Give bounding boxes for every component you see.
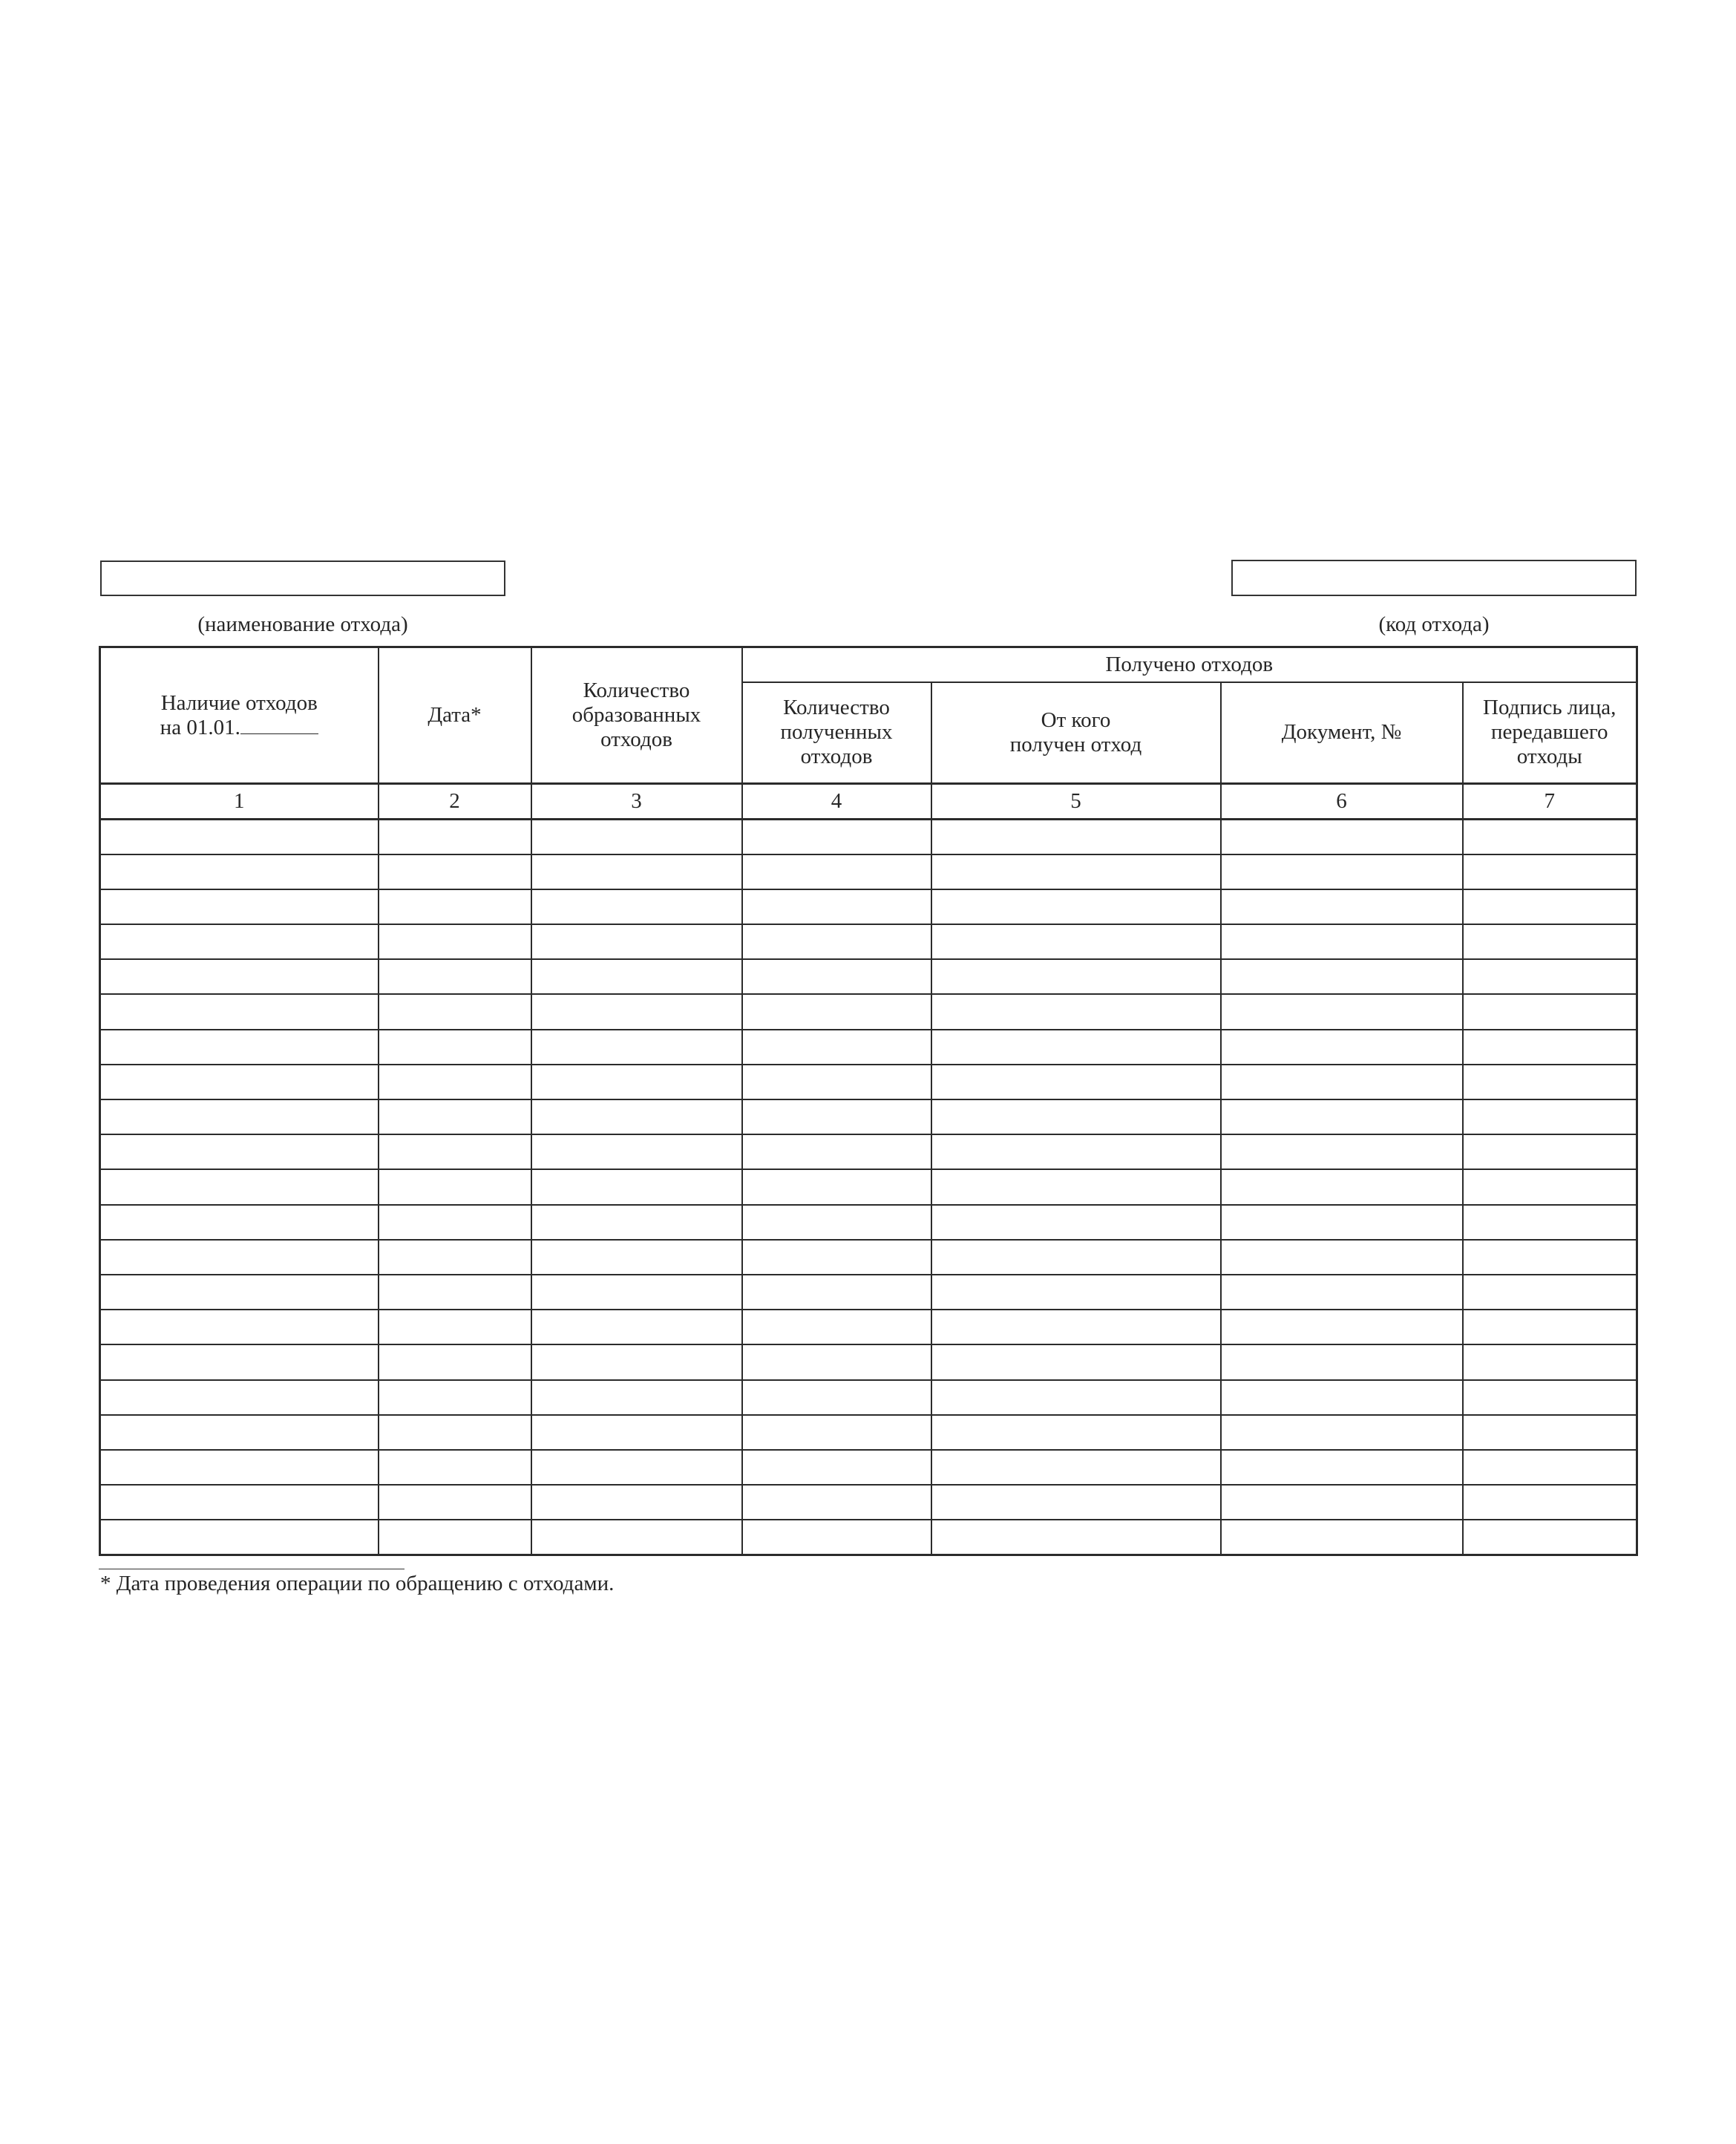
- table-cell-col-6[interactable]: [1221, 1275, 1463, 1310]
- table-cell-col-5[interactable]: [931, 889, 1221, 924]
- table-cell-col-4[interactable]: [742, 1485, 931, 1520]
- table-cell-col-2[interactable]: [379, 1485, 531, 1520]
- table-cell-col-5[interactable]: [931, 1134, 1221, 1169]
- table-cell-col-5[interactable]: [931, 1485, 1221, 1520]
- table-cell-col-3[interactable]: [531, 1240, 742, 1275]
- column-number-row: [100, 784, 1637, 820]
- table-cell-col-7[interactable]: [1463, 1099, 1637, 1134]
- table-row: [100, 924, 1637, 959]
- table-cell-col-5[interactable]: [931, 1344, 1221, 1379]
- column-header-7-line-1: Подпись лица,: [1483, 696, 1617, 720]
- table-cell-col-7[interactable]: [1463, 1030, 1637, 1065]
- table-cell-col-5[interactable]: [931, 1240, 1221, 1275]
- table-cell-col-4[interactable]: [742, 820, 931, 854]
- table-cell-col-4[interactable]: [742, 1415, 931, 1450]
- column-header-7: [1463, 682, 1637, 784]
- table-cell-col-3[interactable]: [531, 1065, 742, 1099]
- column-header-5: [931, 682, 1221, 784]
- table-cell-col-5[interactable]: [931, 1415, 1221, 1450]
- table-cell-col-4[interactable]: [742, 1344, 931, 1379]
- table-cell-col-7[interactable]: [1463, 959, 1637, 994]
- table-cell-col-1[interactable]: [100, 1240, 379, 1275]
- column-header-7-line-3: отходы: [1516, 745, 1582, 769]
- table-cell-col-5[interactable]: [931, 820, 1221, 854]
- table-cell-col-3[interactable]: [531, 924, 742, 959]
- table-cell-col-1[interactable]: [100, 1065, 379, 1099]
- waste-code-label: (код отхода): [1378, 612, 1490, 636]
- table-cell-col-1[interactable]: [100, 1030, 379, 1065]
- table-cell-col-7[interactable]: [1463, 1205, 1637, 1240]
- table-cell-col-4[interactable]: [742, 1275, 931, 1310]
- table-cell-col-4[interactable]: [742, 1030, 931, 1065]
- table-cell-col-5[interactable]: [931, 994, 1221, 1029]
- table-cell-col-5[interactable]: [931, 854, 1221, 889]
- table-cell-col-2[interactable]: [379, 854, 531, 889]
- waste-journal-table: [99, 646, 1638, 1556]
- column-header-6: [1221, 682, 1463, 784]
- table-cell-col-1[interactable]: [100, 1099, 379, 1134]
- table-cell-col-5[interactable]: [931, 1065, 1221, 1099]
- waste-code-field[interactable]: [1231, 560, 1637, 596]
- table-cell-col-5[interactable]: [931, 1205, 1221, 1240]
- table-cell-col-6[interactable]: [1221, 820, 1463, 854]
- table-cell-col-4[interactable]: [742, 1099, 931, 1134]
- table-cell-col-1[interactable]: [100, 924, 379, 959]
- table-cell-col-2[interactable]: [379, 820, 531, 854]
- table-cell-col-2[interactable]: [379, 1099, 531, 1134]
- table-cell-col-6[interactable]: [1221, 1030, 1463, 1065]
- table-cell-col-6[interactable]: [1221, 1344, 1463, 1379]
- table-cell-col-3[interactable]: [531, 1134, 742, 1169]
- table-row: [100, 820, 1637, 854]
- table-cell-col-7[interactable]: [1463, 1169, 1637, 1204]
- table-cell-col-7[interactable]: [1463, 854, 1637, 889]
- table-cell-col-6[interactable]: [1221, 959, 1463, 994]
- table-cell-col-6[interactable]: [1221, 924, 1463, 959]
- table-row: [100, 1485, 1637, 1520]
- table-cell-col-2[interactable]: [379, 1310, 531, 1344]
- column-header-5-line-1: От кого: [1041, 707, 1111, 732]
- table-cell-col-4[interactable]: [742, 1134, 931, 1169]
- table-cell-col-6[interactable]: [1221, 854, 1463, 889]
- table-cell-col-3[interactable]: [531, 1205, 742, 1240]
- table-cell-col-6[interactable]: [1221, 1169, 1463, 1204]
- table-cell-col-6[interactable]: [1221, 1310, 1463, 1344]
- table-cell-col-2[interactable]: [379, 1380, 531, 1415]
- table-cell-col-4[interactable]: [742, 959, 931, 994]
- column-number: 5: [931, 784, 1221, 820]
- table-cell-col-1[interactable]: [100, 1450, 379, 1485]
- table-cell-col-3[interactable]: [531, 820, 742, 854]
- column-header-1: [100, 647, 379, 784]
- table-cell-col-7[interactable]: [1463, 1310, 1637, 1344]
- table-cell-col-6[interactable]: [1221, 1134, 1463, 1169]
- table-row: [100, 854, 1637, 889]
- table-cell-col-5[interactable]: [931, 1275, 1221, 1310]
- column-header-1-line-1: Наличие отходов: [160, 690, 318, 715]
- table-row: [100, 1099, 1637, 1134]
- table-cell-col-2[interactable]: [379, 1520, 531, 1555]
- table-cell-col-5[interactable]: [931, 1099, 1221, 1134]
- table-cell-col-6[interactable]: [1221, 1065, 1463, 1099]
- table-cell-col-7[interactable]: [1463, 820, 1637, 854]
- table-row: [100, 1169, 1637, 1204]
- table-cell-col-4[interactable]: [742, 1169, 931, 1204]
- table-cell-col-1[interactable]: [100, 1275, 379, 1310]
- table-cell-col-7[interactable]: [1463, 1380, 1637, 1415]
- table-cell-col-5[interactable]: [931, 1030, 1221, 1065]
- table-cell-col-5[interactable]: [931, 1169, 1221, 1204]
- table-cell-col-1[interactable]: [100, 1380, 379, 1415]
- table-cell-col-2[interactable]: [379, 1205, 531, 1240]
- table-cell-col-5[interactable]: [931, 1450, 1221, 1485]
- table-cell-col-3[interactable]: [531, 1450, 742, 1485]
- table-cell-col-2[interactable]: [379, 1344, 531, 1379]
- table-row: [100, 1134, 1637, 1169]
- table-row: [100, 1240, 1637, 1275]
- table-cell-col-2[interactable]: [379, 1030, 531, 1065]
- table-cell-col-1[interactable]: [100, 1344, 379, 1379]
- column-header-3-line-3: отходов: [600, 728, 672, 751]
- table-cell-col-3[interactable]: [531, 889, 742, 924]
- column-header-3-line-1: Количество: [583, 679, 690, 702]
- table-cell-col-1[interactable]: [100, 1169, 379, 1204]
- table-cell-col-2[interactable]: [379, 1065, 531, 1099]
- table-cell-col-3[interactable]: [531, 1310, 742, 1344]
- table-cell-col-4[interactable]: [742, 1310, 931, 1344]
- table-cell-col-1[interactable]: [100, 994, 379, 1029]
- column-header-1-line-2: на 01.01.: [101, 716, 378, 740]
- year-blank-field[interactable]: [240, 716, 318, 734]
- table-cell-col-7[interactable]: [1463, 1415, 1637, 1450]
- column-header-3-line-2: образованных: [571, 703, 701, 727]
- column-number: 3: [531, 784, 742, 820]
- table-cell-col-5[interactable]: [931, 959, 1221, 994]
- column-header-4-line-3: отходов: [800, 745, 873, 769]
- table-cell-col-5[interactable]: [931, 1310, 1221, 1344]
- table-cell-col-4[interactable]: [742, 994, 931, 1029]
- table-cell-col-3[interactable]: [531, 994, 742, 1029]
- table-cell-col-1[interactable]: [100, 889, 379, 924]
- table-cell-col-5[interactable]: [931, 1520, 1221, 1555]
- table-cell-col-7[interactable]: [1463, 1065, 1637, 1099]
- table-cell-col-2[interactable]: [379, 889, 531, 924]
- table-row: [100, 1205, 1637, 1240]
- table-cell-col-1[interactable]: [100, 959, 379, 994]
- table-cell-col-6[interactable]: [1221, 1485, 1463, 1520]
- table-cell-col-2[interactable]: [379, 1275, 531, 1310]
- column-number: 4: [742, 784, 931, 820]
- table-cell-col-4[interactable]: [742, 854, 931, 889]
- table-cell-col-7[interactable]: [1463, 1520, 1637, 1555]
- table-cell-col-6[interactable]: [1221, 1099, 1463, 1134]
- table-row: [100, 1380, 1637, 1415]
- group-header-received: Получено отходов: [742, 647, 1637, 682]
- table-cell-col-3[interactable]: [531, 1099, 742, 1134]
- table-cell-col-5[interactable]: [931, 924, 1221, 959]
- table-cell-col-7[interactable]: [1463, 889, 1637, 924]
- table-cell-col-7[interactable]: [1463, 1485, 1637, 1520]
- table-row: [100, 889, 1637, 924]
- table-cell-col-7[interactable]: [1463, 1134, 1637, 1169]
- table-row: [100, 1065, 1637, 1099]
- table-row: [100, 959, 1637, 994]
- table-cell-col-1[interactable]: [100, 820, 379, 854]
- table-cell-col-2[interactable]: [379, 994, 531, 1029]
- table-cell-col-6[interactable]: [1221, 1205, 1463, 1240]
- column-number: 6: [1221, 784, 1463, 820]
- table-cell-col-5[interactable]: [931, 1380, 1221, 1415]
- column-header-2-line-1: Дата*: [428, 703, 482, 727]
- table-cell-col-1[interactable]: [100, 1134, 379, 1169]
- column-header-3: [531, 647, 742, 784]
- table-cell-col-3[interactable]: [531, 854, 742, 889]
- table-cell-col-6[interactable]: [1221, 1380, 1463, 1415]
- column-header-2: [379, 647, 531, 784]
- table-cell-col-4[interactable]: [742, 924, 931, 959]
- table-cell-col-6[interactable]: [1221, 1450, 1463, 1485]
- table-cell-col-6[interactable]: [1221, 1520, 1463, 1555]
- table-cell-col-7[interactable]: [1463, 1275, 1637, 1310]
- waste-name-field[interactable]: [100, 560, 505, 596]
- waste-name-label: (наименование отхода): [197, 612, 408, 636]
- table-row: [100, 994, 1637, 1029]
- table-cell-col-3[interactable]: [531, 1415, 742, 1450]
- table-cell-col-2[interactable]: [379, 959, 531, 994]
- table-cell-col-4[interactable]: [742, 1520, 931, 1555]
- table-cell-col-1[interactable]: [100, 1485, 379, 1520]
- table-cell-col-4[interactable]: [742, 1450, 931, 1485]
- table-cell-col-3[interactable]: [531, 1030, 742, 1065]
- table-cell-col-2[interactable]: [379, 1134, 531, 1169]
- table-cell-col-2[interactable]: [379, 924, 531, 959]
- table-cell-col-1[interactable]: [100, 854, 379, 889]
- footnote: * Дата проведения операции по обращению с отходами.: [100, 1572, 615, 1595]
- table-row: [100, 1275, 1637, 1310]
- table-row: [100, 1030, 1637, 1065]
- table-cell-col-1[interactable]: [100, 1415, 379, 1450]
- journal-body: [100, 820, 1637, 1555]
- column-number: 7: [1463, 784, 1637, 820]
- table-cell-col-3[interactable]: [531, 1485, 742, 1520]
- table-cell-col-4[interactable]: [742, 1380, 931, 1415]
- column-number: 2: [379, 784, 531, 820]
- table-cell-col-7[interactable]: [1463, 1344, 1637, 1379]
- column-header-4-line-2: полученных: [780, 720, 893, 745]
- column-header-4: [742, 682, 931, 784]
- table-cell-col-4[interactable]: [742, 1065, 931, 1099]
- column-header-4-line-1: Количество: [783, 696, 890, 720]
- table-cell-col-7[interactable]: [1463, 1450, 1637, 1485]
- table-cell-col-2[interactable]: [379, 1169, 531, 1204]
- table-row: [100, 1344, 1637, 1379]
- table-cell-col-3[interactable]: [531, 959, 742, 994]
- table-cell-col-6[interactable]: [1221, 1240, 1463, 1275]
- table-cell-col-1[interactable]: [100, 1205, 379, 1240]
- table-cell-col-2[interactable]: [379, 1240, 531, 1275]
- column-header-6-line-1: Документ, №: [1281, 720, 1402, 745]
- table-cell-col-4[interactable]: [742, 889, 931, 924]
- table-cell-col-6[interactable]: [1221, 889, 1463, 924]
- table-row: [100, 1450, 1637, 1485]
- table-cell-col-3[interactable]: [531, 1344, 742, 1379]
- table-cell-col-3[interactable]: [531, 1169, 742, 1204]
- table-cell-col-4[interactable]: [742, 1240, 931, 1275]
- table-cell-col-2[interactable]: [379, 1415, 531, 1450]
- table-row: [100, 1520, 1637, 1555]
- column-number: 1: [100, 784, 379, 820]
- table-cell-col-6[interactable]: [1221, 1415, 1463, 1450]
- table-cell-col-3[interactable]: [531, 1520, 742, 1555]
- table-cell-col-7[interactable]: [1463, 994, 1637, 1029]
- table-cell-col-7[interactable]: [1463, 924, 1637, 959]
- table-cell-col-4[interactable]: [742, 1205, 931, 1240]
- table-row: [100, 1310, 1637, 1344]
- table-cell-col-6[interactable]: [1221, 994, 1463, 1029]
- table-cell-col-3[interactable]: [531, 1380, 742, 1415]
- table-cell-col-7[interactable]: [1463, 1240, 1637, 1275]
- table-row: [100, 1415, 1637, 1450]
- table-cell-col-3[interactable]: [531, 1275, 742, 1310]
- column-header-7-line-2: передавшего: [1490, 720, 1608, 745]
- column-header-5-line-2: получен отход: [1009, 732, 1142, 756]
- table-cell-col-2[interactable]: [379, 1450, 531, 1485]
- table-cell-col-1[interactable]: [100, 1310, 379, 1344]
- table-cell-col-1[interactable]: [100, 1520, 379, 1555]
